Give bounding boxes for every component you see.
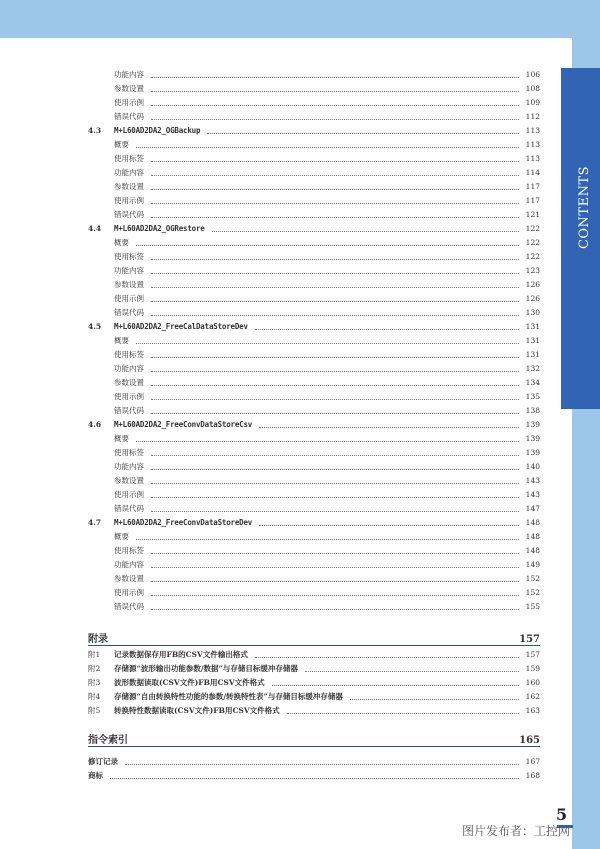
entry-title: 错误代码 (114, 210, 144, 219)
entry-title: 参数设置 (114, 84, 144, 93)
toc-entry-row[interactable] (88, 572, 540, 586)
dot-leader (151, 314, 519, 316)
entry-title: 错误代码 (114, 308, 144, 317)
toc-entry-row[interactable] (88, 278, 540, 292)
top-color-band (0, 0, 600, 38)
toc-list (88, 68, 540, 614)
toc-entry-row[interactable] (88, 376, 540, 390)
entry-page: 149 (525, 560, 540, 569)
dot-leader (151, 300, 519, 302)
toc-entry-row[interactable] (88, 446, 540, 460)
entry-page: 113 (525, 140, 540, 149)
entry-title: 存储源“自由转换特性功能的参数/转换特性表”与存储目标缓冲存储器 (114, 692, 343, 701)
toc-entry-row[interactable] (88, 362, 540, 376)
toc-entry-row[interactable] (88, 180, 540, 194)
dot-leader (212, 230, 519, 232)
toc-entry-row[interactable] (88, 306, 540, 320)
dot-leader (151, 286, 519, 288)
dot-leader (151, 566, 519, 568)
toc-entry-row[interactable] (88, 460, 540, 474)
toc-entry-row[interactable] (88, 769, 540, 783)
toc-entry-row[interactable] (88, 502, 540, 516)
entry-title: 概要 (114, 336, 129, 345)
entry-title: 转换特性数据读取(CSV文件)FB用CSV文件格式 (114, 706, 280, 715)
entry-title: 商标 (88, 771, 103, 780)
appendix-heading-page: 157 (519, 634, 540, 645)
toc-entry-row[interactable] (88, 676, 540, 690)
entry-title: 使用标签 (114, 252, 144, 261)
entry-page: 122 (525, 224, 540, 233)
entry-page: 106 (525, 70, 540, 79)
entry-page: 109 (525, 98, 540, 107)
toc-entry-row[interactable] (88, 662, 540, 676)
entry-title: 功能内容 (114, 560, 144, 569)
toc-entry-row[interactable] (88, 194, 540, 208)
toc-entry-row[interactable] (88, 236, 540, 250)
toc-entry-row[interactable] (88, 704, 540, 718)
entry-title: M+L60AD2DA2_FreeCalDataStoreDev (114, 322, 248, 331)
dot-leader (151, 370, 519, 372)
entry-page: 160 (525, 678, 540, 687)
entry-page: 132 (525, 364, 540, 373)
entry-title: 错误代码 (114, 112, 144, 121)
entry-number: 附3 (88, 678, 101, 687)
appendix-list (88, 648, 540, 718)
dot-leader (259, 524, 519, 526)
entry-title: 功能内容 (114, 364, 144, 373)
entry-title: 概要 (114, 434, 129, 443)
toc-entry-row[interactable] (88, 138, 540, 152)
dot-leader (151, 76, 519, 78)
entry-title: 使用示例 (114, 392, 144, 401)
appendix-heading-title: 附录 (88, 634, 108, 645)
dot-leader (151, 174, 519, 176)
entry-page: 134 (525, 378, 540, 387)
entry-title: 修订记录 (88, 757, 118, 766)
entry-page: 140 (525, 462, 540, 471)
entry-title: 使用标签 (114, 546, 144, 555)
entry-number: 附1 (88, 650, 101, 659)
entry-page: 123 (525, 266, 540, 275)
entry-number: 附2 (88, 664, 101, 673)
toc-section-row[interactable] (88, 418, 540, 432)
index-heading-title: 指令索引 (88, 735, 128, 746)
entry-title: M+L60AD2DA2_FreeConvDataStoreCsv (114, 420, 253, 429)
dot-leader (151, 552, 519, 554)
watermark: 图片发布者：工控网 (462, 824, 571, 838)
entry-page: 162 (525, 692, 540, 701)
entry-page: 114 (525, 168, 540, 177)
entry-page: 126 (525, 280, 540, 289)
toc-entry-row[interactable] (88, 404, 540, 418)
entry-title: 使用标签 (114, 448, 144, 457)
dot-leader (255, 656, 519, 658)
toc-entry-row[interactable] (88, 755, 540, 769)
toc-entry-row[interactable] (88, 96, 540, 110)
toc-entry-row[interactable] (88, 586, 540, 600)
entry-title: 使用示例 (114, 294, 144, 303)
entry-page: 122 (525, 238, 540, 247)
dot-leader (151, 468, 519, 470)
entry-number: 4.3 (88, 126, 102, 135)
dot-leader (255, 328, 519, 330)
entry-title: 功能内容 (114, 266, 144, 275)
entry-page: 108 (525, 84, 540, 93)
entry-page: 168 (525, 771, 540, 780)
entry-title: 参数设置 (114, 280, 144, 289)
entry-title: 功能内容 (114, 168, 144, 177)
page-number: 5 (556, 805, 568, 824)
entry-title: 参数设置 (114, 574, 144, 583)
entry-page: 131 (525, 322, 540, 331)
entry-page: 155 (525, 602, 540, 611)
dot-leader (259, 426, 519, 428)
entry-title: M+L60AD2DA2_OGRestore (114, 224, 205, 233)
entry-title: 使用标签 (114, 350, 144, 359)
toc-entry-row[interactable] (88, 68, 540, 82)
entry-title: 错误代码 (114, 504, 144, 513)
entry-title: 功能内容 (114, 462, 144, 471)
entry-title: 使用标签 (114, 154, 144, 163)
entry-page: 131 (525, 350, 540, 359)
toc-section-row[interactable] (88, 516, 540, 530)
dot-leader (151, 272, 519, 274)
toc-entry-row[interactable] (88, 334, 540, 348)
entry-page: 135 (525, 392, 540, 401)
toc-entry-row[interactable] (88, 264, 540, 278)
entry-page: 113 (525, 126, 540, 135)
entry-page: 126 (525, 294, 540, 303)
dot-leader (136, 538, 519, 540)
entry-title: 使用示例 (114, 588, 144, 597)
entry-title: 功能内容 (114, 70, 144, 79)
dot-leader (151, 496, 519, 498)
dot-leader (151, 356, 519, 358)
entry-page: 159 (525, 664, 540, 673)
entry-page: 152 (525, 574, 540, 583)
toc-entry-row[interactable] (88, 648, 540, 662)
entry-page: 139 (525, 420, 540, 429)
toc-entry-row[interactable] (88, 110, 540, 124)
toc-entry-row[interactable] (88, 432, 540, 446)
toc-entry-row[interactable] (88, 348, 540, 362)
entry-page: 143 (525, 476, 540, 485)
index-list (88, 755, 540, 783)
entry-page: 148 (525, 518, 540, 527)
entry-page: 147 (525, 504, 540, 513)
toc-entry-row[interactable] (88, 690, 540, 704)
entry-page: 152 (525, 588, 540, 597)
dot-leader (151, 216, 519, 218)
entry-page: 117 (525, 182, 540, 191)
entry-title: 使用示例 (114, 196, 144, 205)
dot-leader (350, 698, 519, 700)
entry-title: 记录数据保存用FB的CSV文件输出格式 (114, 650, 248, 659)
dot-leader (151, 90, 519, 92)
entry-page: 157 (525, 650, 540, 659)
toc-entry-row[interactable] (88, 390, 540, 404)
dot-leader (151, 412, 519, 414)
entry-page: 113 (525, 154, 540, 163)
entry-title: 存储源“波形输出功能参数/数据”与存储目标缓冲存储器 (114, 664, 298, 673)
contents-side-tab[interactable] (561, 68, 600, 409)
index-heading[interactable] (88, 730, 540, 747)
entry-title: 使用示例 (114, 98, 144, 107)
entry-title: 波形数据读取(CSV文件)FB用CSV文件格式 (114, 678, 265, 687)
entry-title: 使用示例 (114, 490, 144, 499)
entry-page: 139 (525, 434, 540, 443)
appendix-heading[interactable] (88, 629, 540, 646)
toc-entry-row[interactable] (88, 488, 540, 502)
dot-leader (151, 398, 519, 400)
entry-title: 概要 (114, 532, 129, 541)
entry-page: 122 (525, 252, 540, 261)
entry-title: 参数设置 (114, 378, 144, 387)
entry-page: 121 (525, 210, 540, 219)
entry-title: 参数设置 (114, 476, 144, 485)
toc-section-row[interactable] (88, 320, 540, 334)
dot-leader (151, 580, 519, 582)
dot-leader (136, 244, 519, 246)
dot-leader (151, 510, 519, 512)
entry-page: 143 (525, 490, 540, 499)
entry-title: 概要 (114, 238, 129, 247)
dot-leader (151, 202, 519, 204)
entry-page: 117 (525, 196, 540, 205)
dot-leader (151, 608, 519, 610)
entry-page: 163 (525, 706, 540, 715)
dot-leader (151, 384, 519, 386)
entry-title: 参数设置 (114, 182, 144, 191)
toc-entry-row[interactable] (88, 544, 540, 558)
dot-leader (151, 188, 519, 190)
dot-leader (287, 712, 519, 714)
entry-page: 131 (525, 336, 540, 345)
toc-entry-row[interactable] (88, 530, 540, 544)
entry-title: 错误代码 (114, 602, 144, 611)
toc-entry-row[interactable] (88, 600, 540, 614)
toc-section-row[interactable] (88, 222, 540, 236)
dot-leader (151, 454, 519, 456)
entry-number: 附4 (88, 692, 101, 701)
toc-section-row[interactable] (88, 124, 540, 138)
dot-leader (151, 160, 519, 162)
entry-number: 4.6 (88, 420, 102, 429)
entry-page: 167 (525, 757, 540, 766)
dot-leader (110, 777, 519, 779)
dot-leader (151, 118, 519, 120)
toc-entry-row[interactable] (88, 152, 540, 166)
index-heading-page: 165 (519, 735, 540, 746)
dot-leader (272, 684, 519, 686)
dot-leader (125, 763, 519, 765)
dot-leader (136, 440, 519, 442)
dot-leader (151, 104, 519, 106)
dot-leader (151, 258, 519, 260)
entry-number: 4.4 (88, 224, 102, 233)
dot-leader (136, 342, 519, 344)
entry-number: 附5 (88, 706, 101, 715)
entry-title: M+L60AD2DA2_FreeConvDataStoreDev (114, 518, 253, 527)
dot-leader (305, 670, 519, 672)
dot-leader (207, 132, 519, 134)
entry-title: 概要 (114, 140, 129, 149)
contents-tab-label: CONTENTS (577, 165, 592, 250)
toc-entry-row[interactable] (88, 166, 540, 180)
entry-page: 138 (525, 406, 540, 415)
entry-title: 错误代码 (114, 406, 144, 415)
toc-entry-row[interactable] (88, 250, 540, 264)
entry-number: 4.5 (88, 322, 102, 331)
toc-entry-row[interactable] (88, 82, 540, 96)
dot-leader (151, 482, 519, 484)
entry-page: 148 (525, 532, 540, 541)
toc-entry-row[interactable] (88, 208, 540, 222)
entry-page: 148 (525, 546, 540, 555)
entry-title: M+L60AD2DA2_OGBackup (114, 126, 201, 135)
entry-number: 4.7 (88, 518, 102, 527)
toc-entry-row[interactable] (88, 558, 540, 572)
dot-leader (151, 594, 519, 596)
entry-page: 112 (525, 112, 540, 121)
dot-leader (136, 146, 519, 148)
toc-entry-row[interactable] (88, 474, 540, 488)
entry-page: 130 (525, 308, 540, 317)
entry-page: 139 (525, 448, 540, 457)
toc-entry-row[interactable] (88, 292, 540, 306)
